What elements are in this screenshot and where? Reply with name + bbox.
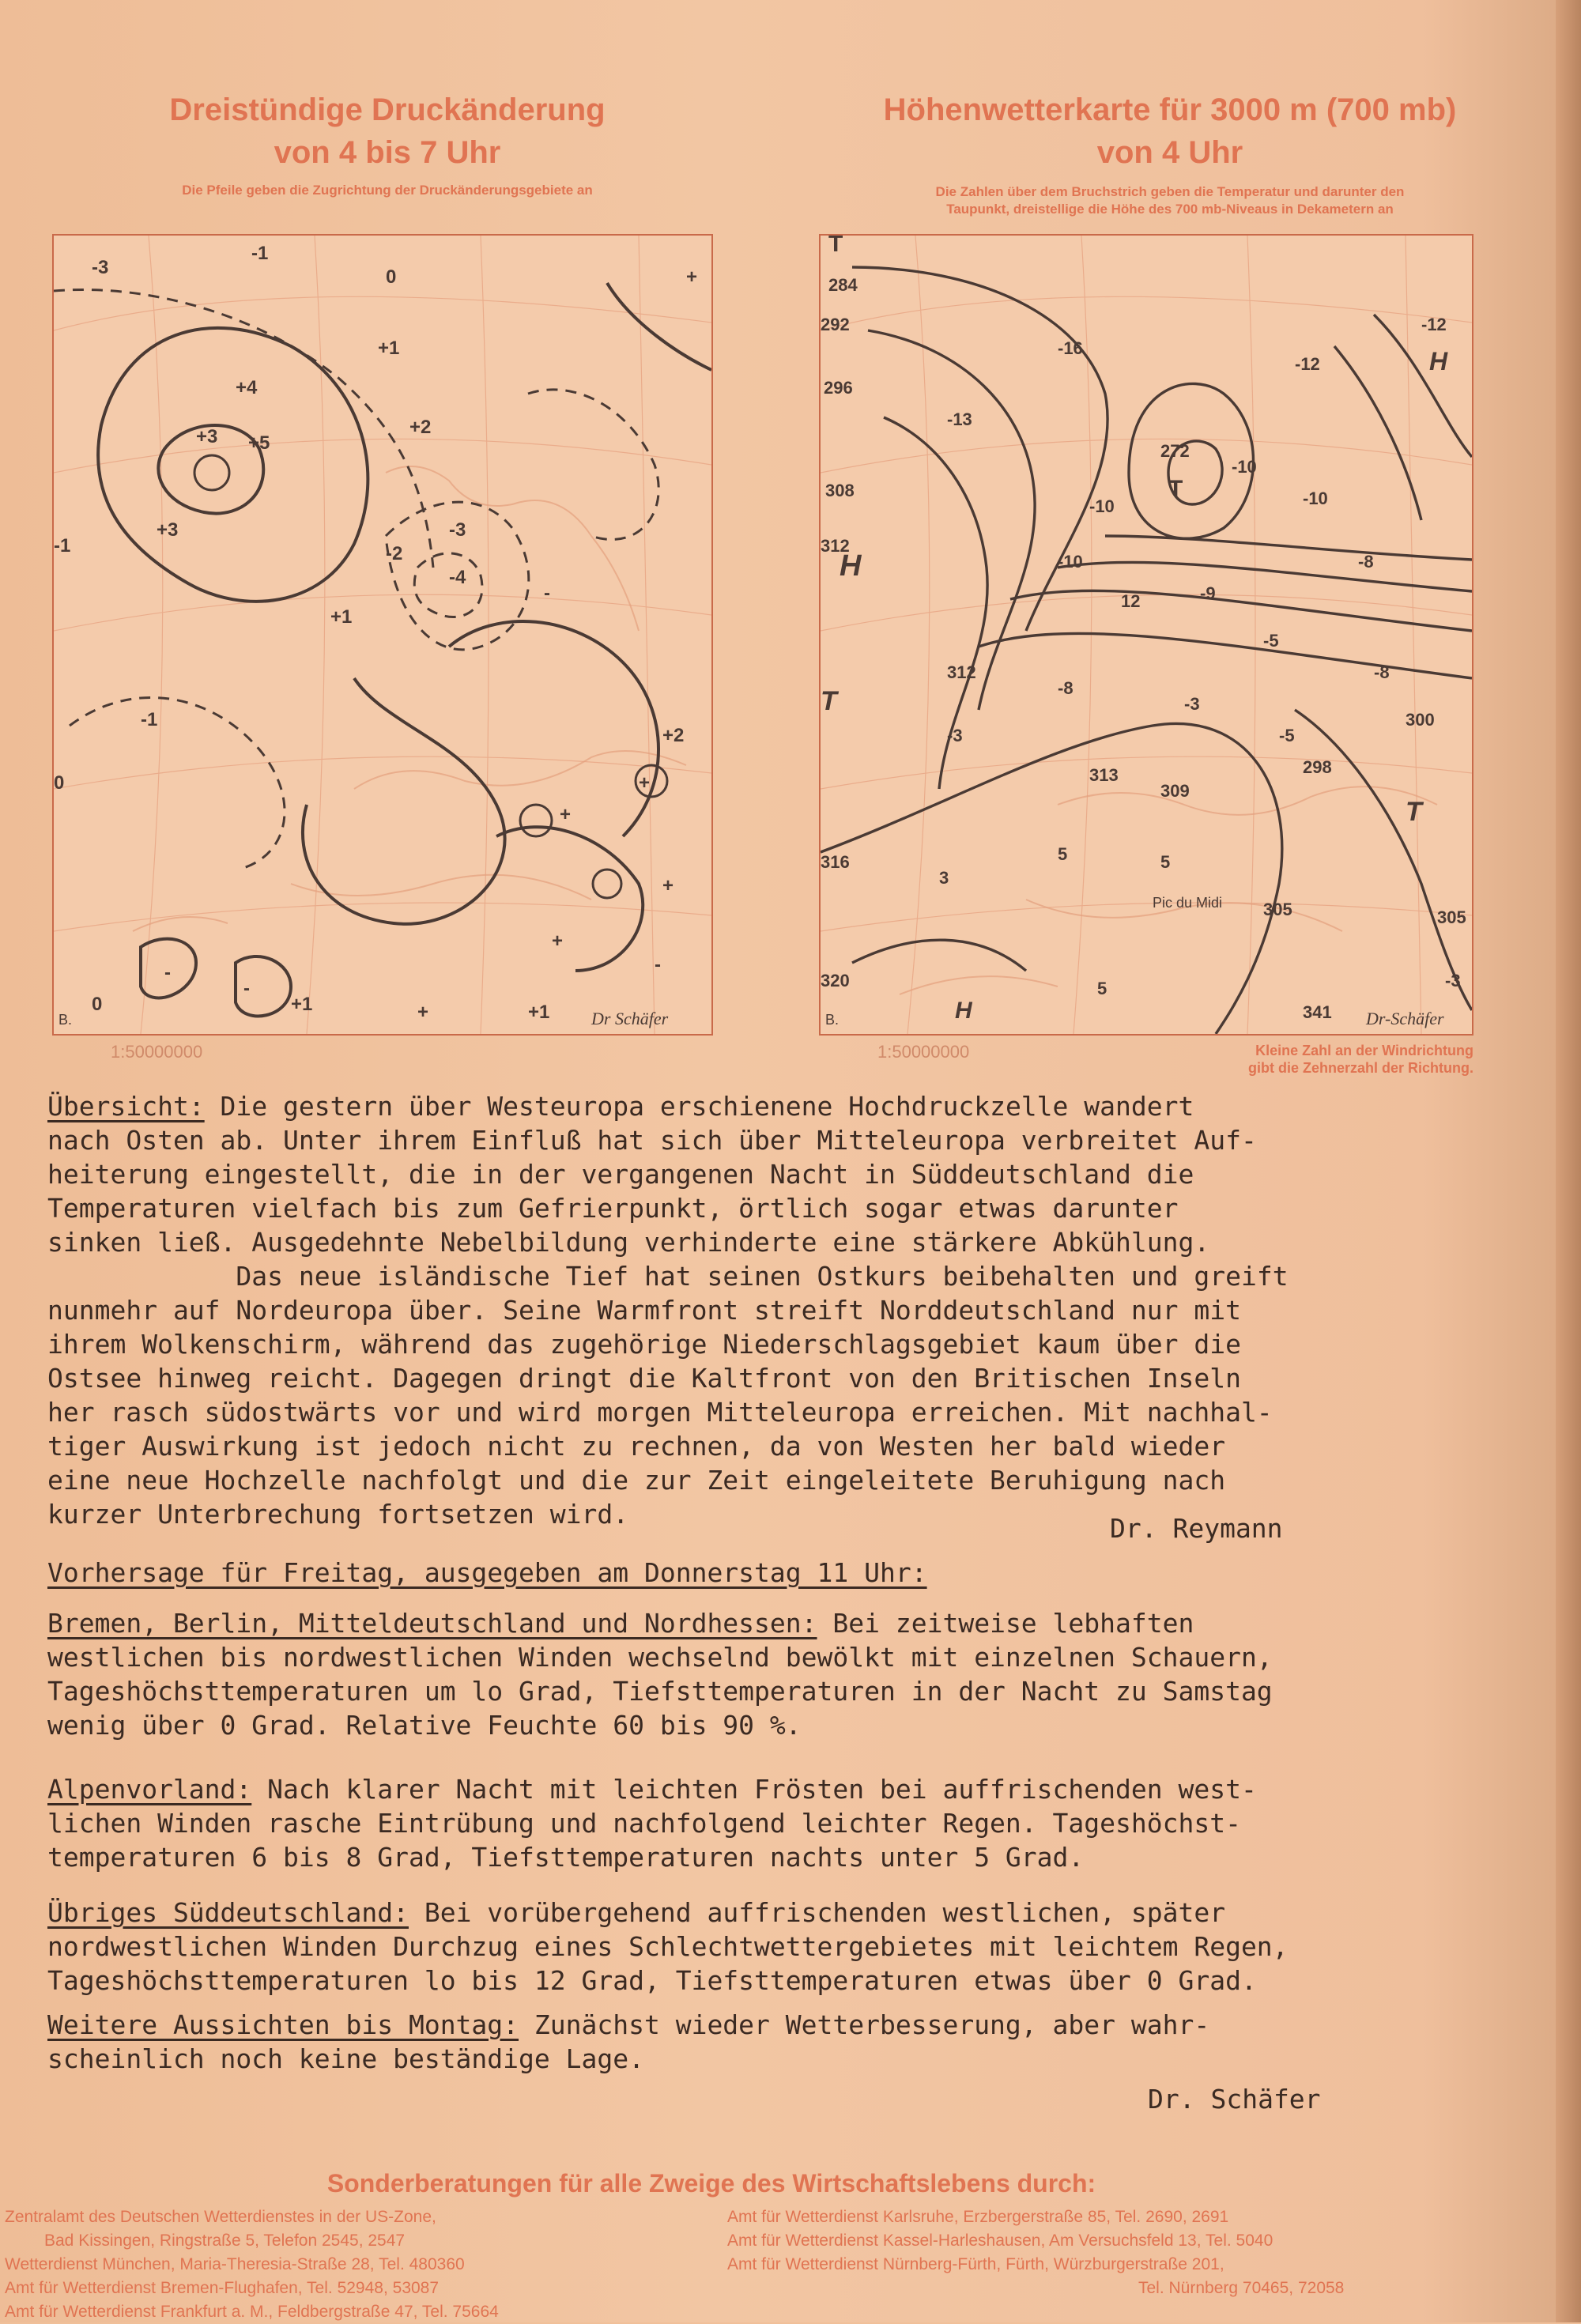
forecast-region-outlook: Weitere Aussichten bis Montag: [47, 2009, 519, 2040]
right-map-title [814, 89, 1526, 218]
svg-text:-3: -3 [449, 519, 466, 541]
forecast-section-outlook [47, 2008, 1518, 2076]
svg-text:H: H [955, 998, 972, 1024]
svg-text:316: 316 [821, 852, 850, 872]
upper-air-map [819, 234, 1473, 1036]
svg-text:T: T [828, 236, 843, 257]
footer-left-line-3: Wetterdienst München, Maria-Theresia-Straße 28, Tel. 480360 [5, 2255, 465, 2273]
footer-left-line-4: Amt für Wetterdienst Bremen-Flughafen, Tel. 52948, 53087 [5, 2279, 440, 2297]
svg-text:-9: -9 [1200, 583, 1216, 603]
pressure-change-map [52, 234, 713, 1036]
left-map-corner-label: B. [58, 1012, 73, 1028]
svg-text:-: - [544, 583, 550, 604]
svg-text:-13: -13 [947, 409, 972, 429]
footer-right-line-4: Tel. Nürnberg 70465, 72058 [1138, 2279, 1345, 2297]
svg-text:-10: -10 [1303, 489, 1328, 508]
svg-text:-1: -1 [54, 535, 71, 556]
svg-text:-3: -3 [947, 726, 963, 745]
forecast-text-north: Bei zeitweise lebhaften westlichen bis nordwestlichen Winden wechselnd bewölkt mit einzelnen Schauern, Tageshöchsttemperaturen um lo Grad, Tiefsttemperaturen in der Nacht zu Samstag wenig über 0 Grad. Relative Feuchte 60 bis 90 %. [47, 1608, 1273, 1741]
left-map-title-line2: von 4 bis 7 Uhr [274, 135, 501, 170]
svg-text:-10: -10 [1232, 457, 1257, 477]
svg-text:5: 5 [1058, 844, 1068, 864]
right-map-credit: Dr-Schäfer [1366, 1009, 1444, 1028]
svg-text:0: 0 [92, 994, 103, 1015]
left-map-title-line1: Dreistündige Druckänderung [169, 92, 606, 127]
footer-right-column [727, 2205, 1344, 2300]
svg-text:+1: +1 [330, 606, 353, 628]
forecast-text-outlook: Zunächst wieder Wetterbesserung, aber wahr- scheinlich noch keine beständige Lage. [47, 2009, 1210, 2074]
svg-text:0: 0 [54, 772, 65, 794]
footer-left-column [5, 2205, 499, 2324]
overview-heading: Übersicht: [47, 1091, 205, 1122]
svg-text:+4: +4 [236, 377, 258, 398]
svg-text:300: 300 [1406, 710, 1435, 730]
svg-text:+3: +3 [157, 519, 179, 541]
svg-text:312: 312 [947, 662, 976, 682]
svg-text:-12: -12 [1421, 315, 1447, 334]
svg-text:H: H [1429, 347, 1448, 375]
right-map-scale: 1:50000000 [877, 1042, 970, 1062]
svg-text:284: 284 [828, 275, 858, 295]
svg-text:12: 12 [1121, 591, 1141, 611]
svg-text:5: 5 [1160, 852, 1171, 872]
svg-text:T: T [1168, 476, 1183, 502]
forecast-signature: Dr. Schäfer [1148, 2084, 1321, 2115]
svg-text:292: 292 [821, 315, 850, 334]
upper-air-map-drawing [821, 236, 1472, 1034]
svg-text:+1: +1 [378, 338, 400, 359]
svg-text:-3: -3 [1445, 971, 1461, 990]
svg-text:+2: +2 [409, 417, 432, 438]
svg-text:-8: -8 [1058, 678, 1073, 698]
forecast-region-south: Übriges Süddeutschland: [47, 1897, 409, 1928]
svg-text:305: 305 [1263, 900, 1292, 919]
forecast-text-south: Bei vorübergehend auffrischenden westlichen, später nordwestlichen Winden Durchzug eines Schlechtwettergebietes mit leichtem Regen, Tageshöchsttemperaturen lo bis 12 Grad, Tiefsttemperaturen etwas über 0 Grad. [47, 1897, 1289, 1996]
overview-block [47, 1089, 1518, 1531]
svg-text:-: - [655, 954, 661, 975]
svg-text:298: 298 [1303, 757, 1332, 777]
svg-text:-4: -4 [449, 567, 466, 588]
forecast-heading-text: Vorhersage für Freitag, ausgegeben am Donnerstag 11 Uhr: [47, 1557, 927, 1588]
forecast-text-alpenvorland: Nach klarer Nacht mit leichten Frösten bei auffrischenden west- lichen Winden rasche Eintrübung und nachfolgend leichter Regen. Tageshöchst- temperaturen 6 bis 8 Grad, Tiefsttemperaturen nachts unter 5 Grad. [47, 1774, 1257, 1873]
overview-paragraph-1: Die gestern über Westeuropa erschienene Hochdruckzelle wandert nach Osten ab. Unter ihrem Einfluß hat sich über Mitteleuropa verbreitet Auf- heiterung eingestellt, die in der vergangenen Nacht in Süddeutschland die Temperaturen vielfach bis zum Gefrierpunkt, örtlich sogar etwas darunter sinken ließ. Ausgedehnte Nebelbildung verhinderte eine stärkere Abkühlung. [47, 1091, 1257, 1258]
right-map-title-line1: Höhenwetterkarte für 3000 m (700 mb) [883, 92, 1457, 127]
svg-text:+: + [662, 875, 674, 896]
svg-text:+: + [552, 930, 564, 952]
svg-text:3: 3 [939, 868, 949, 888]
left-map-title [47, 89, 727, 199]
svg-text:-1: -1 [251, 243, 269, 264]
svg-text:-8: -8 [1358, 552, 1374, 572]
svg-text:309: 309 [1160, 781, 1190, 801]
forecast-heading [47, 1556, 1518, 1590]
svg-text:-16: -16 [1058, 338, 1083, 358]
footer-left-line-2: Bad Kissingen, Ringstraße 5, Telefon 2545, 2547 [44, 2232, 406, 2250]
svg-text:312: 312 [821, 536, 850, 556]
svg-text:+5: +5 [248, 432, 270, 454]
overview-paragraph-2: Das neue isländische Tief hat seinen Ostkurs beibehalten und greift nunmehr auf Nordeuropa über. Seine Warmfront streift Norddeutschland nur mit ihrem Wolkenschirm, während das zugehörige Niederschlagsgebiet kaum über die Ostsee hinweg reicht. Dagegen dringt die Kaltfront von den Britischen Inseln her rasch südostwärts vor und wird morgen Mitteleuropa erreichen. Mit nachhal- tiger Auswirkung ist jedoch nicht zu rechnen, da von Westen her bald wieder eine neue Hochzelle nachfolgt und die zur Zeit eingeleitete Beruhigung nach kurzer Unterbrechung fortsetzen wird. [47, 1261, 1289, 1530]
svg-text:320: 320 [821, 971, 850, 990]
pressure-change-map-drawing [54, 236, 711, 1034]
svg-text:T: T [821, 686, 837, 716]
forecast-region-north: Bremen, Berlin, Mitteldeutschland und Nordhessen: [47, 1608, 817, 1639]
svg-text:341: 341 [1303, 1002, 1332, 1022]
left-map-scale: 1:50000000 [111, 1042, 203, 1062]
svg-text:313: 313 [1089, 765, 1119, 785]
svg-text:H: H [840, 549, 862, 583]
svg-text:-1: -1 [141, 709, 158, 730]
footer-right-line-1: Amt für Wetterdienst Karlsruhe, Erzbergerstraße 85, Tel. 2690, 2691 [727, 2208, 1229, 2226]
svg-text:+: + [639, 772, 651, 794]
svg-text:-8: -8 [1374, 662, 1390, 682]
right-map-note [1170, 1042, 1473, 1077]
right-map-note-line2: gibt die Zehnerzahl der Richtung. [1247, 1060, 1473, 1076]
right-map-corner-label: B. [825, 1012, 840, 1028]
forecast-region-alpenvorland: Alpenvorland: [47, 1774, 252, 1805]
svg-text:-3: -3 [92, 257, 109, 278]
overview-signature: Dr. Reymann [1110, 1513, 1283, 1544]
svg-text:-12: -12 [1295, 354, 1320, 374]
svg-text:+: + [686, 266, 698, 288]
svg-text:+1: +1 [528, 1002, 550, 1023]
svg-text:+: + [417, 1002, 429, 1023]
footer-left-line-1: Zentralamt des Deutschen Wetterdienstes in der US-Zone, [5, 2208, 436, 2226]
svg-text:296: 296 [824, 378, 853, 398]
svg-text:-5: -5 [1279, 726, 1295, 745]
svg-text:+3: +3 [196, 426, 218, 447]
pic-du-midi-label: Pic du Midi [1153, 895, 1223, 911]
footer-left-line-5: Amt für Wetterdienst Frankfurt a. M., Feldbergstraße 47, Tel. 75664 [5, 2303, 499, 2321]
footer-right-line-2: Amt für Wetterdienst Kassel-Harleshausen, Am Versuchsfeld 13, Tel. 5040 [727, 2232, 1273, 2250]
svg-text:305: 305 [1437, 907, 1466, 927]
svg-text:T: T [1406, 797, 1422, 827]
binding-strip [1556, 0, 1581, 2322]
right-map-title-line2: von 4 Uhr [1096, 135, 1243, 170]
svg-text:+2: +2 [662, 725, 685, 746]
svg-text:-5: -5 [1263, 631, 1279, 651]
svg-text:308: 308 [825, 481, 855, 500]
svg-text:+1: +1 [291, 994, 313, 1015]
right-map-note-line1: Kleine Zahl an der Windrichtung [1255, 1043, 1473, 1058]
svg-text:-: - [243, 978, 250, 999]
left-map-credit: Dr Schäfer [591, 1009, 669, 1028]
footer-right-line-3: Amt für Wetterdienst Nürnberg-Fürth, Fürth, Würzburgerstraße 201, [727, 2255, 1224, 2273]
svg-text:272: 272 [1160, 441, 1190, 461]
svg-text:-3: -3 [1184, 694, 1200, 714]
forecast-section-north [47, 1606, 1518, 1742]
svg-text:-: - [164, 962, 171, 983]
svg-text:5: 5 [1097, 979, 1107, 998]
forecast-section-alpenvorland [47, 1772, 1518, 1874]
svg-text:+: + [560, 804, 572, 825]
forecast-section-south [47, 1896, 1518, 1998]
right-map-subtitle-line2: Taupunkt, dreistellige die Höhe des 700 mb-Niveaus in Dekametern an [946, 202, 1394, 217]
right-map-subtitle-line1: Die Zahlen über dem Bruchstrich geben die Temperatur und darunter den [935, 184, 1405, 199]
svg-text:-2: -2 [386, 543, 403, 564]
footer-title: Sonderberatungen für alle Zweige des Wirtschaftslebens durch: [326, 2169, 1096, 2198]
left-map-subtitle: Die Pfeile geben die Zugrichtung der Druckänderungsgebiete an [182, 183, 593, 198]
svg-text:-10: -10 [1089, 496, 1115, 516]
svg-text:0: 0 [386, 266, 397, 288]
svg-text:-10: -10 [1058, 552, 1083, 572]
